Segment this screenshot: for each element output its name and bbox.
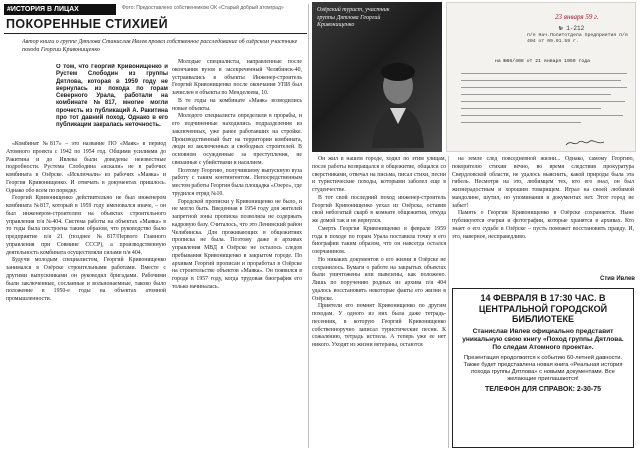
- paragraph: «Комбинат №817» – это название ПО «Маяк» в период Атомного проекта с 1942 по 1954 год. Общими усилиями до Ракитина и до Ивлева были доведены неизвестные подробности. Рустема Слободина «искали» не в рабочих комбината в Озёрске. «Исключали» из рабочих «Маяка» и Георгия Кривонищенко. И отвечать в документах пришлось. Однако обо всем по порядку.: [6, 141, 166, 194]
- paragraph: Молодые специалисты, направленные после окончания вузов в засекреченный Челябинск-40, устраивались в объекты Инженер-строитель Георгий Кривонищенко после окончания УПИ был зачислен в объекты по Менделеева, 10.: [172, 59, 302, 96]
- paragraph: Поэтому Георгию, получившему выпускную вуза работу с таким контингентом. Непосредственным местом работы Георгия была площадка «Озеро», где трудился отряд №10.: [172, 167, 302, 197]
- document-date-stamp: 23 января 59 г.: [555, 13, 599, 21]
- headline-rule: [4, 33, 307, 34]
- paragraph: Память о Георгии Кривонищенко в Озёрске сохраняется. Ныне публикуются очерки и фотографии, которые хранятся в архивах. Кто знает о его судьбе в Озёрске – пусть поможет восстановить правду. И, это, наверное, несправедливо.: [452, 210, 634, 240]
- column-divider: [308, 4, 309, 448]
- paragraph: Он жил в нашем городе, ходил по этим улицам, после работы возвращался в общежитие, общался со сверстниками, отвечал на письма, писал стихи, песни и туристические походы, которыми заболел еще в студенчестве.: [312, 156, 446, 193]
- paragraph: Молодого специалиста определили в прорабы, и его подчиненные находились подразделения из заключенных, уже ранее работавших на стройке. Производственный быт на территории комбината, люди из заключенных и свободных строителей. В основном осужденные за преступления, не связанные с убийствами и насилием.: [172, 113, 302, 166]
- event-subtitle: Станислав Ивлев официально представит уникальную свою книгу «Поход группы Дятлова. По следам Атомного проекта».: [462, 327, 624, 351]
- paragraph: Городской прописки у Кривонищенко не было, и не могло быть. Введенная в 1954 году для жителей запретной зоны прописка позволяла не содержать кадровую базу. Считалось, что это Ленинский район Челябинска. Для проживающих в общежитиях прописка не была. Поэтому даже в архивах управления МВД в Озёрске не осталось следов пребывания Кривонищенко в закрытом городе. По архивам Георгий прописан и проработал в Озёрске на строительстве объектов «Маяка». Он появился в городе в 1957 году, когда трудовая биография его только начиналась.: [172, 198, 302, 290]
- document-text-line: [461, 87, 627, 88]
- article-column-3: [312, 156, 446, 446]
- document-reference: на №66/408 от 21 января 1959 года: [495, 59, 590, 64]
- column-divider: [448, 156, 449, 448]
- paragraph: Георгий Кривонищенко действительно не был инженером комбината №817, который в 1959 году именовался иначе, – он был инженером-строителем на объектах строительного управления п/я №404. Система работы на объектах «Маяка» в то годы была построена таким образом, что руководство было предприятие п/я 21 (позднее №817/Первого Главного управления при Совмине СССР), а производственную деятельность комбината осуществляли силами п/я 404.: [6, 195, 166, 256]
- document-text-line: [461, 122, 581, 123]
- document-text-line: [461, 73, 627, 74]
- article-column-4: [452, 156, 634, 276]
- photo-caption: Озёрский турист, участник группы Дятлова Георгий Кривонищенко: [317, 7, 390, 28]
- document-text-line: [461, 80, 621, 81]
- document-address: п/я Нач.Политотдела предприятия п/я 404 от 09.01.59 г.: [527, 33, 628, 44]
- document-text-line: [461, 94, 611, 95]
- document-text-line: [461, 101, 625, 102]
- document-text-line: [461, 108, 601, 109]
- paragraph: В тот свой последний поход инженер-строитель Георгий Кривонищенко уехал из Озёрска, оставив свой небогатый скарб в комнате общежития, откуда же домой так и не вернулся.: [312, 194, 446, 224]
- person-silhouette: [368, 58, 428, 148]
- byline: Автор книги о группе Дятлова Станислав Ивлев провел собственное расследование об озёрском участнике похода Георгии Кривонищенко: [22, 39, 298, 53]
- paragraph: на земле след повседневной жизни... Однако, самому Георгию, покорителю стихии вечно, во время следствия прокуратура Свердловской области, не удалось выяснить, какой природы была эта гибель. Несмотря на это, любимцем тех, кто его знал, он был жизнерадостным и хорошим товарищем. Играл на своей любимой мандолине, шутил, но упоминания в документах нет. Этот город не забыт!: [452, 156, 634, 209]
- portrait-photo: [312, 2, 442, 152]
- section-rubric: #ИСТОРИЯ В ЛИЦАХ: [4, 4, 116, 15]
- lead-paragraph: О том, что Георгий Кривонищенко и Рустем Слободин из группы Дятлова, которая в 1959 году не вернулась из похода по горам Северного Урала, работали на комбинате №817, многие могли прочесть из публикаций А. Ракитина про тот давний поход. Однако в его публикации закралась неточность.: [56, 64, 168, 129]
- paragraph: Но никаких документов о его жизни в Озёрске не сохранилось. Бумаги о работе на закрытых объектах были уничтожены или вывезены, как положено. Лишь по поручению родных из архива п/я 404 удалось восстановить некоторые факты его жизни в Озёрске.: [312, 256, 446, 302]
- signature: [565, 139, 605, 147]
- event-text: Презентация продолжится к событию 60-летней давности. Также будет представлена новая книга «Реальная история похода группы Дятлова» с новыми документами. Все желающие приглашаются!: [463, 354, 623, 382]
- paragraph: Будучи молодым специалистом, Георгий Кривонищенко занимался в Озёрске строительными работами. Вместе с другими выпускниками он руководил бригадами. Рабочими были заключенные, сосланные и вольнонаемные, таково было положение в 1950-е годы на объектах атомной промышленности.: [6, 257, 166, 302]
- paragraph: Приятели его помнят Кривонищенко по другим походам. У одного из них была даже тетрадь-песенник, в которую Георгий Кривонищенко собственноручно записал туристические песни. К сожалению, тетрадь истлела. А теперь уже ее нет никого. Уходят из жизни ветераны, остаются: [312, 303, 446, 348]
- paragraph: В те годы на комбинате «Маяк» возводились новые объекты.: [172, 97, 302, 112]
- archive-document: [446, 2, 636, 152]
- document-file-number: № 1-212: [559, 25, 585, 32]
- photo-credit: Фото: Предоставлено собственником ОК «Старый добрый атомград»: [122, 5, 284, 11]
- event-title: 14 ФЕВРАЛЯ В 17:30 ЧАС. В ЦЕНТРАЛЬНОЙ ГОРОДСКОЙ БИБЛИОТЕКЕ: [478, 293, 608, 324]
- article-column-1: [6, 141, 166, 446]
- author-signature: Стив Ивлев: [600, 276, 635, 282]
- headline: ПОКОРЕННЫЕ СТИХИЕЙ: [6, 17, 169, 31]
- document-text-line: [461, 115, 623, 116]
- paragraph: Смерть Георгия Кривонищенко в феврале 1959 года в походе по горам Урала поставила точку в его биографии таким образом, что он навсегда остался озерчанином.: [312, 225, 446, 255]
- event-announcement: [452, 288, 634, 448]
- article-column-2: [172, 59, 302, 446]
- event-phone: ТЕЛЕФОН ДЛЯ СПРАВОК: 2-30-75: [484, 385, 602, 393]
